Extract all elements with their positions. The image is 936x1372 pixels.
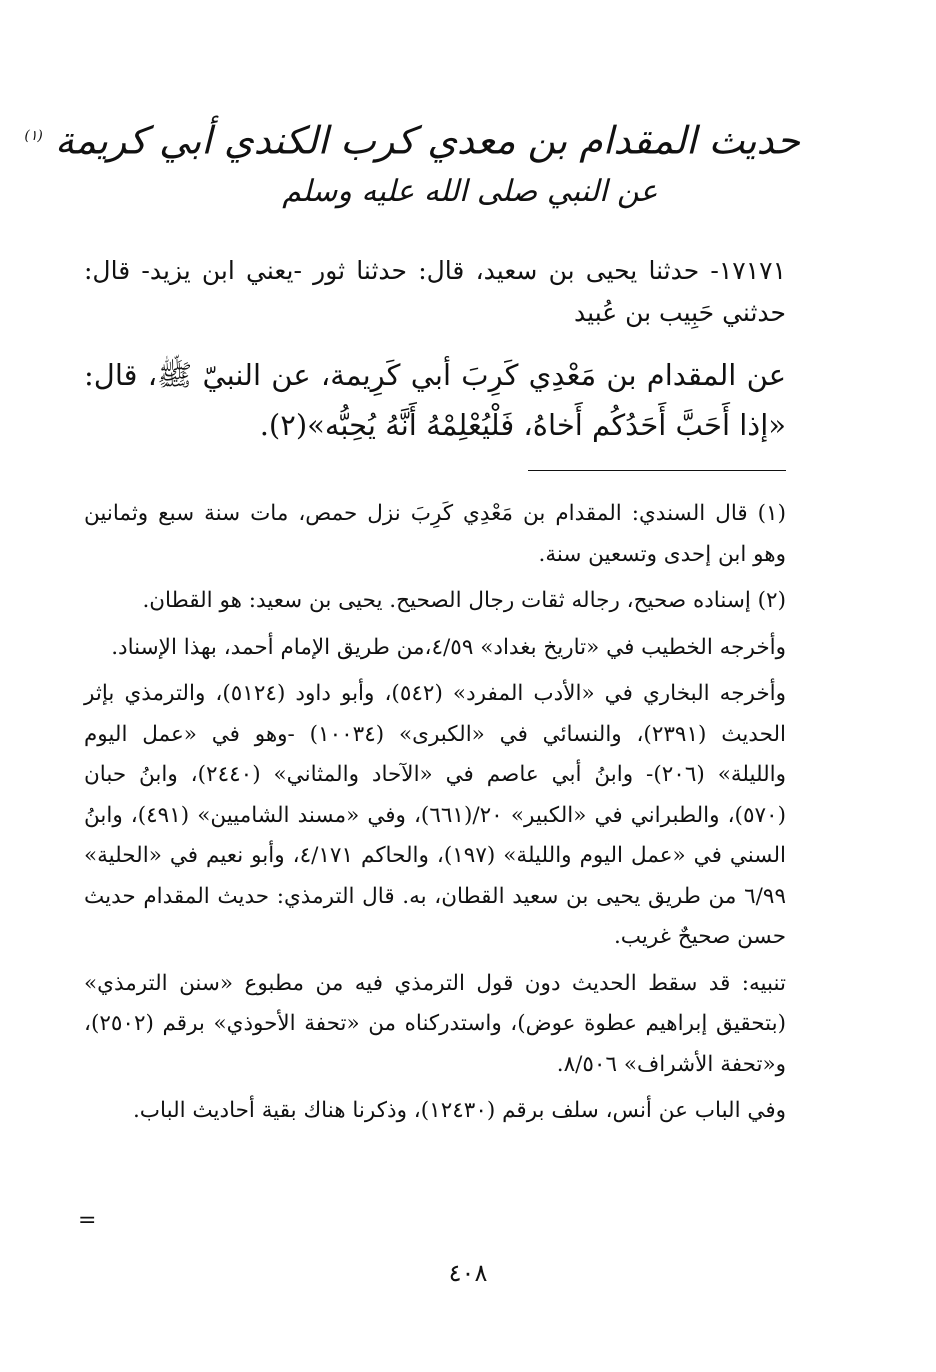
footnote-1: (١) قال السندي: المقدام بن مَعْدِي كَرِبَ نزل حمص، مات سنة سبع وثمانين وهو ابن إحدى وتسعين سنة. (84, 501, 786, 567)
hadith-isnad: ١٧١٧١- حدثنا يحيى بن سعيد، قال: حدثنا ثور -يعني ابن يزيد- قال: حدثني حَبِيب بن عُبيد (84, 256, 786, 327)
footnote-paragraph: وأخرجه الخطيب في «تاريخ بغداد» ٤/٥٩،من طريق الإمام أحمد، بهذا الإسناد. (111, 634, 786, 660)
hadith-matn: عن المقدام بن مَعْدِي كَرِبَ أبي كَرِيمة، عن النبيّ ﷺ، قال: «إذا أَحَبَّ أَحَدُكُم أَخاهُ، فَلْيُعْلِمْهُ أَنَّهُ يُحِبُّه»(٢). (84, 358, 786, 442)
footnote-paragraph: وأخرجه البخاري في «الأدب المفرد» (٥٤٢)، وأبو داود (٥١٢٤)، والترمذي بإثر الحديث (٢٣٩١)، والنسائي في «الكبرى» (١٠٠٣٤) -وهو في «عمل اليوم والليلة» (٢٠٦)- وابنُ أبي عاصم في «الآحاد والمثاني» (٢٤٤٠)، وابنُ حبان (٥٧٠)، والطبراني في «الكبير» ٢٠/(٦٦١)، وفي «مسند الشاميين» (٤٩١)، وابنُ السني في «عمل اليوم والليلة» (١٩٧)، والحاكم ٤/١٧١، وأبو نعيم في «الحلية» ٦/٩٩ من طريق يحيى بن سعيد القطان، به. قال الترمذي: حديث المقدام حديث حسن صحيحٌ غريب. (84, 681, 787, 949)
page-number: ٤٠٨ (448, 1259, 488, 1287)
footnote-paragraph: وفي الباب عن أنس، سلف برقم (١٢٤٣٠)، وذكرنا هناك بقية أحاديث الباب. (132, 1098, 786, 1123)
footnote-separator (528, 470, 786, 471)
heading-title: حديث المقدام بن معدي كرب الكندي أبي كريمة (54, 118, 800, 163)
continuation-mark: = (78, 1208, 97, 1233)
footnote-paragraph: تنبيه: قد سقط الحديث دون قول الترمذي فيه من مطبوع «سنن الترمذي» (بتحقيق إبراهيم عطوة عوض)، واستدركناه من «تحفة الأحوذي» برقم (٢٥٠٢)، و«تحفة الأشراف» ٨/٥٠٦. (84, 970, 786, 1077)
heading-subtitle: عن النبي صلى الله عليه وسلم (282, 173, 658, 209)
heading-title-line (24, 108, 800, 169)
heading-footnote-marker: (١) (24, 128, 43, 144)
chapter-heading (24, 108, 800, 215)
footnotes-section (84, 494, 786, 1138)
footnote-2: (٢) إسناده صحيح، رجاله ثقات رجال الصحيح. يحيى بن سعيد: هو القطان. (142, 588, 786, 613)
